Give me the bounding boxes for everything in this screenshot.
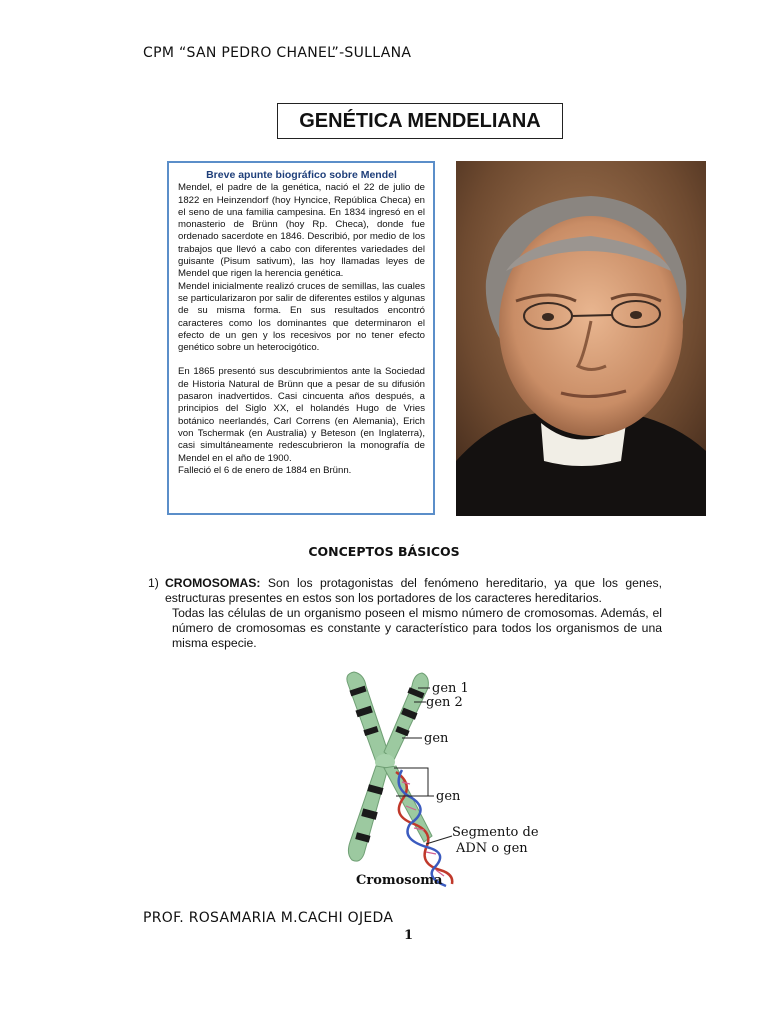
label-gen-2: gen 2 xyxy=(426,695,463,710)
biography-paragraph-4: Falleció el 6 de enero de 1884 en Brünn. xyxy=(178,464,352,476)
label-segment-line2: ADN o gen xyxy=(456,841,528,856)
biography-paragraph-1: Mendel, el padre de la genética, nació el 22 de julio de 1822 en Heinzendorf (hoy Hyncice, República Checa) en el seno de una familia campesina. En 1834 ingresó en el monasterio de Brünn (hoy Rp. Checa), donde fue ordenado sacerdote en 1846. Describió, por medio de los trabajos que llevó a cabo con diferentes variedades del guisante (Pisum sativum), las hoy llamadas leyes de Mendel que rigen la herencia genética. xyxy=(178,182,425,280)
page-number: 1 xyxy=(404,928,414,943)
label-gen-1: gen 1 xyxy=(432,681,469,696)
biography-paragraph-3: En 1865 presentó sus descubrimientos ante la Sociedad de Historia Natural de Brünn que a pesar de su difusión pasaron inadvertidos. Casi cincuenta años después, a principios del Siglo XX, el holandés Hugo de Vries botánico neerlandés, Carl Correns (en Alemania), Erich von Tschermak (en Australia) y Beteson (en Inglaterra), casi simultáneamente redescubrieron la monografía de Mendel en el año de 1900. xyxy=(178,366,425,464)
teacher-footer: PROF. ROSAMARIA M.CACHI OJEDA xyxy=(143,910,394,926)
mendel-portrait xyxy=(456,161,706,516)
concept-item-chromosomes xyxy=(148,576,662,651)
concept-text-2: Todas las células de un organismo poseen el mismo número de cromosomas. Además, el número de cromosomas es constante y característico para todos los organismos de una misma especie. xyxy=(172,606,662,650)
school-header: CPM “SAN PEDRO CHANEL”-SULLANA xyxy=(143,45,412,61)
label-gen-b: gen xyxy=(436,789,461,804)
page-title: GENÉTICA MENDELIANA xyxy=(299,109,541,132)
label-segment-line1: Segmento de xyxy=(452,825,539,840)
biography-box xyxy=(167,161,435,515)
diagram-caption: Cromosoma xyxy=(356,873,443,888)
concept-term: CROMOSOMAS: xyxy=(165,576,261,590)
concept-number: 1) xyxy=(148,576,159,590)
chromosome-diagram xyxy=(330,664,550,894)
concept-text: Son los protagonistas del fenómeno hereditario, ya que los genes, estructuras presentes en estos son los portadores de los caracteres hereditarios. xyxy=(165,576,662,605)
chromosome-arm-upper-left xyxy=(347,672,388,762)
biography-heading: Breve apunte biográfico sobre Mendel xyxy=(206,169,397,181)
title-box xyxy=(277,103,563,139)
biography-paragraph-2: Mendel inicialmente realizó cruces de semillas, las cuales se particularizaron por salir de diferentes estilos y algunas de su misma forma. En sus resultados encontró caracteres como los dominantes que determinaron el efecto de un gen y los recesivos por no tener efecto genético sobre un heterocigótico. xyxy=(178,280,425,354)
concepts-heading: CONCEPTOS BÁSICOS xyxy=(308,544,460,559)
chromosome-arm-upper-right xyxy=(384,673,428,760)
label-gen-a: gen xyxy=(424,731,449,746)
